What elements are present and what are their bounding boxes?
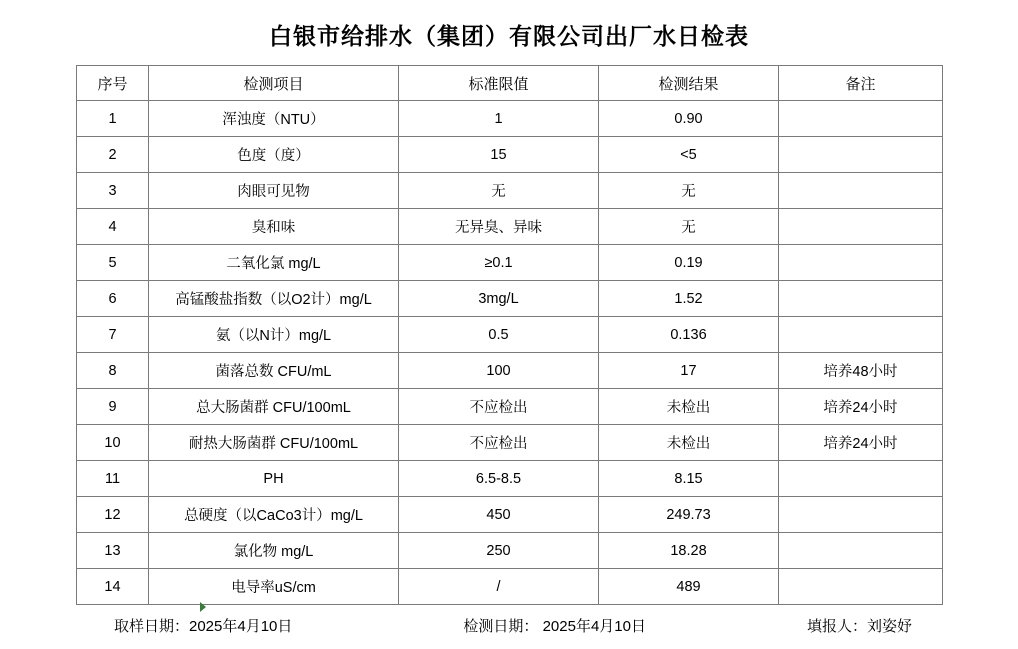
- cell-item: 菌落总数 CFU/mL: [149, 353, 399, 389]
- table-row: [77, 137, 943, 173]
- cell-result: 489: [599, 569, 779, 605]
- table-row: [77, 317, 943, 353]
- cell-std: 无异臭、异味: [399, 209, 599, 245]
- test-date: 检测日期： 2025年4月10日: [463, 618, 646, 635]
- document-footer: [76, 615, 942, 636]
- cell-result: 未检出: [599, 425, 779, 461]
- reporter-name: 填报人：刘姿妤: [806, 618, 912, 635]
- table-row: [77, 389, 943, 425]
- table-header: [77, 66, 943, 101]
- cell-item: 二氧化氯 mg/L: [149, 245, 399, 281]
- cell-index: 2: [77, 137, 149, 173]
- cell-index: 12: [77, 497, 149, 533]
- cell-item: 总大肠菌群 CFU/100mL: [149, 389, 399, 425]
- cell-note: [779, 245, 943, 281]
- cell-item: 电导率uS/cm: [149, 569, 399, 605]
- cell-note: 培养48小时: [779, 353, 943, 389]
- cell-item: 高锰酸盐指数（以O2计）mg/L: [149, 281, 399, 317]
- cell-note: 培养24小时: [779, 389, 943, 425]
- cell-std: 无: [399, 173, 599, 209]
- cell-note: 培养24小时: [779, 425, 943, 461]
- cell-index: 11: [77, 461, 149, 497]
- cell-note: [779, 461, 943, 497]
- cell-index: 3: [77, 173, 149, 209]
- cell-result: 0.136: [599, 317, 779, 353]
- cell-index: 1: [77, 101, 149, 137]
- cell-index: 6: [77, 281, 149, 317]
- cell-note: [779, 533, 943, 569]
- column-header-item: 检测项目: [149, 66, 399, 101]
- cell-result: 未检出: [599, 389, 779, 425]
- cell-std: 3mg/L: [399, 281, 599, 317]
- page-title: 白银市给排水（集团）有限公司出厂水日检表: [269, 24, 749, 49]
- cell-result: 无: [599, 209, 779, 245]
- cell-std: 不应检出: [399, 425, 599, 461]
- cell-result: 18.28: [599, 533, 779, 569]
- cell-item: PH: [149, 461, 399, 497]
- cell-note: [779, 173, 943, 209]
- cell-index: 14: [77, 569, 149, 605]
- cell-result: 8.15: [599, 461, 779, 497]
- table-row: [77, 461, 943, 497]
- table-body: [77, 101, 943, 605]
- column-header-result: 检测结果: [599, 66, 779, 101]
- cell-std: 100: [399, 353, 599, 389]
- cursor-marker-icon: [200, 602, 206, 612]
- cell-item: 色度（度）: [149, 137, 399, 173]
- document-page: [0, 18, 1018, 649]
- cell-std: /: [399, 569, 599, 605]
- cell-std: 250: [399, 533, 599, 569]
- cell-item: 肉眼可见物: [149, 173, 399, 209]
- cell-std: ≥0.1: [399, 245, 599, 281]
- cell-std: 450: [399, 497, 599, 533]
- table-row: [77, 533, 943, 569]
- cell-index: 9: [77, 389, 149, 425]
- table-header-row: [77, 66, 943, 101]
- cell-result: 249.73: [599, 497, 779, 533]
- cell-std: 0.5: [399, 317, 599, 353]
- cell-note: [779, 281, 943, 317]
- cell-note: [779, 209, 943, 245]
- cell-item: 浑浊度（NTU）: [149, 101, 399, 137]
- table-row: [77, 209, 943, 245]
- cell-result: 17: [599, 353, 779, 389]
- table-row: [77, 245, 943, 281]
- cell-index: 5: [77, 245, 149, 281]
- cell-std: 1: [399, 101, 599, 137]
- cell-note: [779, 569, 943, 605]
- cell-index: 13: [77, 533, 149, 569]
- cell-result: 0.90: [599, 101, 779, 137]
- cell-std: 不应检出: [399, 389, 599, 425]
- report-table-container: [76, 65, 942, 605]
- table-row: [77, 497, 943, 533]
- cell-index: 8: [77, 353, 149, 389]
- cell-index: 10: [77, 425, 149, 461]
- table-row: [77, 353, 943, 389]
- cell-item: 氯化物 mg/L: [149, 533, 399, 569]
- cell-item: 氨（以N计）mg/L: [149, 317, 399, 353]
- cell-note: [779, 137, 943, 173]
- cell-item: 耐热大肠菌群 CFU/100mL: [149, 425, 399, 461]
- cell-note: [779, 317, 943, 353]
- cell-result: <5: [599, 137, 779, 173]
- table-row: [77, 569, 943, 605]
- column-header-note: 备注: [779, 66, 943, 101]
- cell-index: 7: [77, 317, 149, 353]
- cell-result: 无: [599, 173, 779, 209]
- cell-std: 6.5-8.5: [399, 461, 599, 497]
- table-row: [77, 281, 943, 317]
- table-row: [77, 101, 943, 137]
- column-header-index: 序号: [77, 66, 149, 101]
- cell-note: [779, 497, 943, 533]
- table-row: [77, 425, 943, 461]
- table-row: [77, 173, 943, 209]
- daily-inspection-table: [76, 65, 943, 605]
- cell-result: 1.52: [599, 281, 779, 317]
- column-header-std: 标准限值: [399, 66, 599, 101]
- cell-result: 0.19: [599, 245, 779, 281]
- cell-std: 15: [399, 137, 599, 173]
- cell-index: 4: [77, 209, 149, 245]
- cell-item: 总硬度（以CaCo3计）mg/L: [149, 497, 399, 533]
- sample-date: 取样日期：2025年4月10日: [114, 618, 293, 635]
- cell-note: [779, 101, 943, 137]
- cell-item: 臭和味: [149, 209, 399, 245]
